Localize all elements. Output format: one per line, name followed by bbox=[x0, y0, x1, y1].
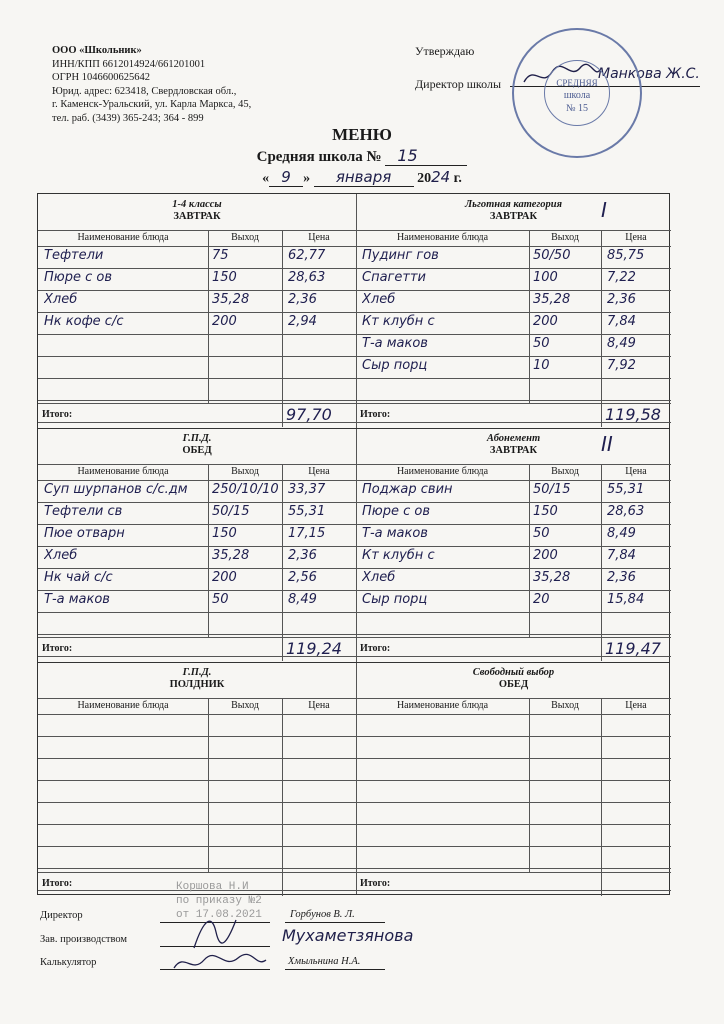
dish-output: 50 bbox=[212, 592, 229, 607]
row-line bbox=[356, 736, 671, 737]
row-line bbox=[356, 890, 671, 891]
date-year-prefix: 20 bbox=[417, 171, 432, 186]
dish-price: 7,84 bbox=[607, 314, 636, 329]
column-line bbox=[282, 698, 283, 872]
band-divider bbox=[38, 662, 669, 663]
dish-price: 7,22 bbox=[607, 270, 636, 285]
dish-output: 200 bbox=[212, 314, 237, 329]
row-line bbox=[356, 568, 671, 569]
section-category: Льготная категория bbox=[464, 199, 563, 210]
dish-name: Суп шурпанов с/с.дм bbox=[44, 482, 188, 497]
row-line bbox=[356, 312, 671, 313]
column-header-out: Выход bbox=[231, 466, 259, 477]
footer-calc-name-line bbox=[285, 969, 385, 970]
dish-output: 50/15 bbox=[212, 504, 250, 519]
date-day: 9 bbox=[269, 168, 303, 187]
row-line bbox=[356, 802, 671, 803]
section-meal: ОБЕД bbox=[498, 679, 529, 690]
row-line bbox=[356, 268, 671, 269]
org-phone: тел. раб. (3439) 365-243; 364 - 899 bbox=[52, 112, 204, 124]
date-month: января bbox=[314, 168, 414, 187]
total-value: 119,58 bbox=[605, 405, 661, 424]
row-line bbox=[356, 334, 671, 335]
date-suffix: г. bbox=[453, 171, 462, 186]
row-line bbox=[356, 480, 671, 481]
overprint-line-2: по приказу №2 bbox=[176, 895, 262, 907]
director-school-label: Директор школы bbox=[415, 77, 502, 91]
dish-output: 100 bbox=[533, 270, 558, 285]
footer-director-name-line bbox=[285, 922, 385, 923]
dish-name: Тефтели bbox=[44, 248, 104, 263]
column-line bbox=[282, 464, 283, 637]
row-line bbox=[38, 356, 356, 357]
column-header-name: Наименование блюда bbox=[396, 700, 489, 711]
date-open-quote: « bbox=[262, 171, 270, 186]
row-line bbox=[38, 802, 356, 803]
column-header-name: Наименование блюда bbox=[396, 466, 489, 477]
row-line bbox=[38, 612, 356, 613]
column-line bbox=[282, 230, 283, 403]
grid-center-divider bbox=[356, 194, 357, 894]
footer-calc-name: Хмыльнина Н.А. bbox=[288, 956, 361, 967]
column-line bbox=[601, 464, 602, 637]
footer-director-label: Директор bbox=[40, 910, 83, 921]
row-line bbox=[38, 546, 356, 547]
dish-price: 8,49 bbox=[607, 336, 636, 351]
column-line bbox=[529, 230, 530, 403]
row-line bbox=[356, 246, 671, 247]
section-header-line bbox=[356, 698, 671, 699]
total-line bbox=[38, 872, 356, 873]
dish-name: Т-а маков bbox=[44, 592, 110, 607]
section-header bbox=[38, 667, 356, 691]
row-line bbox=[38, 378, 356, 379]
row-line bbox=[38, 590, 356, 591]
row-line bbox=[356, 846, 671, 847]
row-line bbox=[356, 612, 671, 613]
dish-name: Кт клубн с bbox=[362, 548, 435, 563]
dish-output: 20 bbox=[533, 592, 550, 607]
total-value: 97,70 bbox=[286, 405, 332, 424]
row-line bbox=[38, 780, 356, 781]
section-meal: ОБЕД bbox=[182, 445, 212, 456]
row-line bbox=[38, 312, 356, 313]
dish-price: 33,37 bbox=[288, 482, 326, 497]
column-header-price: Цена bbox=[308, 232, 330, 243]
dish-price: 8,49 bbox=[607, 526, 636, 541]
row-line bbox=[356, 824, 671, 825]
dish-name: Нк чай с/с bbox=[44, 570, 113, 585]
dish-price: 2,56 bbox=[288, 570, 317, 585]
dish-output: 200 bbox=[212, 570, 237, 585]
total-line bbox=[38, 403, 356, 404]
section-meal: ЗАВТРАК bbox=[489, 211, 538, 222]
row-line bbox=[356, 714, 671, 715]
section-header bbox=[356, 199, 671, 223]
column-header-name: Наименование блюда bbox=[77, 466, 169, 477]
section-header-line bbox=[356, 230, 671, 231]
total-box-line bbox=[282, 403, 283, 427]
row-line bbox=[38, 736, 356, 737]
row-line bbox=[38, 846, 356, 847]
total-box-line bbox=[282, 872, 283, 896]
dish-price: 2,36 bbox=[288, 292, 317, 307]
subtitle-prefix: Средняя школа № bbox=[256, 149, 382, 165]
section-header bbox=[38, 199, 356, 223]
dish-output: 35,28 bbox=[212, 548, 250, 563]
org-name: ООО «Школьник» bbox=[52, 45, 142, 56]
row-line bbox=[356, 546, 671, 547]
footer-calc-label: Калькулятор bbox=[40, 957, 97, 968]
dish-price: 7,92 bbox=[607, 358, 636, 373]
column-line bbox=[208, 698, 209, 872]
dish-price: 28,63 bbox=[288, 270, 326, 285]
dish-name: Т-а маков bbox=[362, 526, 428, 541]
section-category: 1-4 классы bbox=[172, 199, 222, 210]
overprint-line-1: Коршова Н.И bbox=[176, 881, 249, 893]
dish-name: Спагетти bbox=[362, 270, 426, 285]
section-meal: ЗАВТРАК bbox=[173, 211, 221, 222]
dish-name: Хлеб bbox=[362, 292, 396, 307]
column-header-out: Выход bbox=[551, 466, 579, 477]
row-line bbox=[356, 780, 671, 781]
column-header-out: Выход bbox=[231, 232, 259, 243]
total-line bbox=[356, 637, 671, 638]
column-header-name: Наименование блюда bbox=[396, 232, 489, 243]
row-line bbox=[38, 824, 356, 825]
section-meal: ЗАВТРАК bbox=[489, 445, 538, 456]
total-line bbox=[356, 872, 671, 873]
dish-output: 35,28 bbox=[533, 570, 571, 585]
row-line bbox=[38, 758, 356, 759]
column-line bbox=[529, 698, 530, 872]
dish-output: 200 bbox=[533, 314, 558, 329]
dish-output: 50/50 bbox=[533, 248, 571, 263]
dish-name: Поджар свин bbox=[362, 482, 453, 497]
dish-name: Пюре с ов bbox=[44, 270, 112, 285]
calc-signature-icon bbox=[170, 948, 270, 976]
row-line bbox=[38, 524, 356, 525]
dish-output: 50/15 bbox=[533, 482, 571, 497]
org-address-2: г. Каменск-Уральский, ул. Карла Маркса, 45, bbox=[52, 99, 252, 110]
dish-price: 2,94 bbox=[288, 314, 317, 329]
row-line bbox=[38, 634, 356, 635]
dish-name: Пудинг гов bbox=[362, 248, 439, 263]
column-header-name: Наименование блюда bbox=[77, 700, 169, 711]
footer-production-name: Мухаметзянова bbox=[282, 926, 414, 945]
column-header-out: Выход bbox=[551, 232, 579, 243]
dish-output: 10 bbox=[533, 358, 550, 373]
row-line bbox=[356, 400, 671, 401]
column-line bbox=[208, 230, 209, 403]
dish-price: 2,36 bbox=[607, 570, 636, 585]
total-box-line bbox=[601, 872, 602, 896]
row-line bbox=[38, 334, 356, 335]
dish-price: 7,84 bbox=[607, 548, 636, 563]
column-header-price: Цена bbox=[625, 232, 647, 243]
row-line bbox=[38, 568, 356, 569]
row-line bbox=[356, 524, 671, 525]
production-signature-icon bbox=[186, 912, 246, 952]
band-divider bbox=[38, 428, 669, 429]
column-header-price: Цена bbox=[625, 466, 647, 477]
column-header-out: Выход bbox=[551, 700, 579, 711]
dish-output: 150 bbox=[533, 504, 558, 519]
dish-price: 15,84 bbox=[607, 592, 645, 607]
total-label: Итого: bbox=[42, 878, 73, 889]
dish-output: 75 bbox=[212, 248, 229, 263]
dish-name: Нк кофе с/с bbox=[44, 314, 124, 329]
dish-name: Т-а маков bbox=[362, 336, 428, 351]
org-inn: ИНН/КПП 6612014924/661201001 bbox=[52, 58, 206, 70]
section-header-line bbox=[38, 698, 356, 699]
row-line bbox=[38, 246, 356, 247]
column-line bbox=[601, 230, 602, 403]
school-number: 15 bbox=[385, 146, 467, 166]
menu-grid bbox=[37, 193, 670, 895]
dish-output: 50 bbox=[533, 526, 550, 541]
page-subtitle bbox=[0, 146, 724, 166]
row-line bbox=[356, 758, 671, 759]
column-line bbox=[208, 464, 209, 637]
dish-name: Пюе отварн bbox=[44, 526, 125, 541]
dish-name: Хлеб bbox=[362, 570, 396, 585]
section-roman-mark: I bbox=[601, 198, 607, 222]
section-header-line bbox=[356, 464, 671, 465]
stamp-mid: школа bbox=[563, 90, 591, 101]
footer-production-label: Зав. производством bbox=[40, 934, 128, 945]
dish-name: Кт клубн с bbox=[362, 314, 435, 329]
director-school-name: Манкова Ж.С. bbox=[598, 66, 700, 82]
footer-director-name: Горбунов В. Л. bbox=[290, 909, 355, 920]
section-header-line bbox=[38, 464, 356, 465]
dish-name: Сыр порц bbox=[362, 592, 428, 607]
dish-price: 2,36 bbox=[607, 292, 636, 307]
row-line bbox=[38, 290, 356, 291]
column-header-name: Наименование блюда bbox=[77, 232, 169, 243]
dish-name: Хлеб bbox=[44, 292, 78, 307]
column-header-price: Цена bbox=[308, 700, 330, 711]
column-line bbox=[601, 698, 602, 872]
row-line bbox=[356, 378, 671, 379]
dish-output: 150 bbox=[212, 526, 237, 541]
approve-label: Утверждаю bbox=[415, 44, 475, 58]
dish-name: Хлеб bbox=[44, 548, 78, 563]
total-label: Итого: bbox=[360, 409, 391, 420]
dish-price: 55,31 bbox=[607, 482, 645, 497]
section-category: Г.П.Д. bbox=[182, 667, 212, 678]
dish-output: 35,28 bbox=[533, 292, 571, 307]
total-value: 119,24 bbox=[286, 639, 342, 658]
dish-price: 85,75 bbox=[607, 248, 645, 263]
dish-output: 150 bbox=[212, 270, 237, 285]
dish-price: 17,15 bbox=[288, 526, 326, 541]
row-line bbox=[356, 590, 671, 591]
dish-output: 50 bbox=[533, 336, 550, 351]
dish-output: 250/10/10 bbox=[212, 482, 279, 497]
dish-price: 2,36 bbox=[288, 548, 317, 563]
total-label: Итого: bbox=[360, 643, 391, 654]
column-header-price: Цена bbox=[625, 700, 647, 711]
dish-output: 35,28 bbox=[212, 292, 250, 307]
dish-price: 55,31 bbox=[288, 504, 326, 519]
dish-price: 8,49 bbox=[288, 592, 317, 607]
column-line bbox=[529, 464, 530, 637]
org-address-1: Юрид. адрес: 623418, Свердловская обл., bbox=[52, 85, 237, 97]
row-line bbox=[356, 634, 671, 635]
row-line bbox=[38, 714, 356, 715]
total-box-line bbox=[601, 403, 602, 427]
section-category: Свободный выбор bbox=[472, 667, 555, 678]
row-line bbox=[38, 868, 356, 869]
row-line bbox=[356, 356, 671, 357]
total-label: Итого: bbox=[42, 643, 73, 654]
dish-price: 28,63 bbox=[607, 504, 645, 519]
org-ogrn: ОГРН 1046600625642 bbox=[52, 72, 150, 83]
row-line bbox=[38, 268, 356, 269]
stamp-num: № 15 bbox=[565, 103, 589, 114]
row-line bbox=[38, 502, 356, 503]
stamp-top: СРЕДНЯЯ bbox=[556, 78, 598, 88]
dish-output: 200 bbox=[533, 548, 558, 563]
row-line bbox=[38, 480, 356, 481]
dish-name: Сыр порц bbox=[362, 358, 428, 373]
column-header-out: Выход bbox=[231, 700, 259, 711]
section-meal: ПОЛДНИК bbox=[169, 679, 225, 690]
dish-name: Пюре с ов bbox=[362, 504, 430, 519]
total-value: 119,47 bbox=[605, 639, 661, 658]
row-line bbox=[356, 502, 671, 503]
column-header-price: Цена bbox=[308, 466, 330, 477]
overprint-line-3: от 17.08.2021 bbox=[176, 909, 262, 921]
section-header bbox=[356, 667, 671, 691]
total-box-line bbox=[282, 637, 283, 661]
total-line bbox=[356, 403, 671, 404]
dish-name: Тефтели св bbox=[44, 504, 123, 519]
section-header bbox=[356, 433, 671, 457]
date-year-suffix: 24 bbox=[431, 168, 451, 186]
section-category: Г.П.Д. bbox=[182, 433, 212, 444]
total-box-line bbox=[601, 637, 602, 661]
row-line bbox=[356, 290, 671, 291]
organization-block bbox=[52, 44, 251, 125]
approval-block bbox=[415, 44, 501, 91]
section-roman-mark: II bbox=[601, 432, 613, 456]
row-line bbox=[356, 868, 671, 869]
total-label: Итого: bbox=[360, 878, 391, 889]
total-label: Итого: bbox=[42, 409, 73, 420]
menu-date bbox=[0, 168, 724, 187]
page-title: МЕНЮ bbox=[332, 125, 392, 144]
total-line bbox=[38, 637, 356, 638]
section-header bbox=[38, 433, 356, 457]
row-line bbox=[38, 400, 356, 401]
date-close-quote: » bbox=[303, 171, 311, 186]
section-category: Абонемент bbox=[486, 433, 541, 444]
section-header-line bbox=[38, 230, 356, 231]
dish-price: 62,77 bbox=[288, 248, 326, 263]
